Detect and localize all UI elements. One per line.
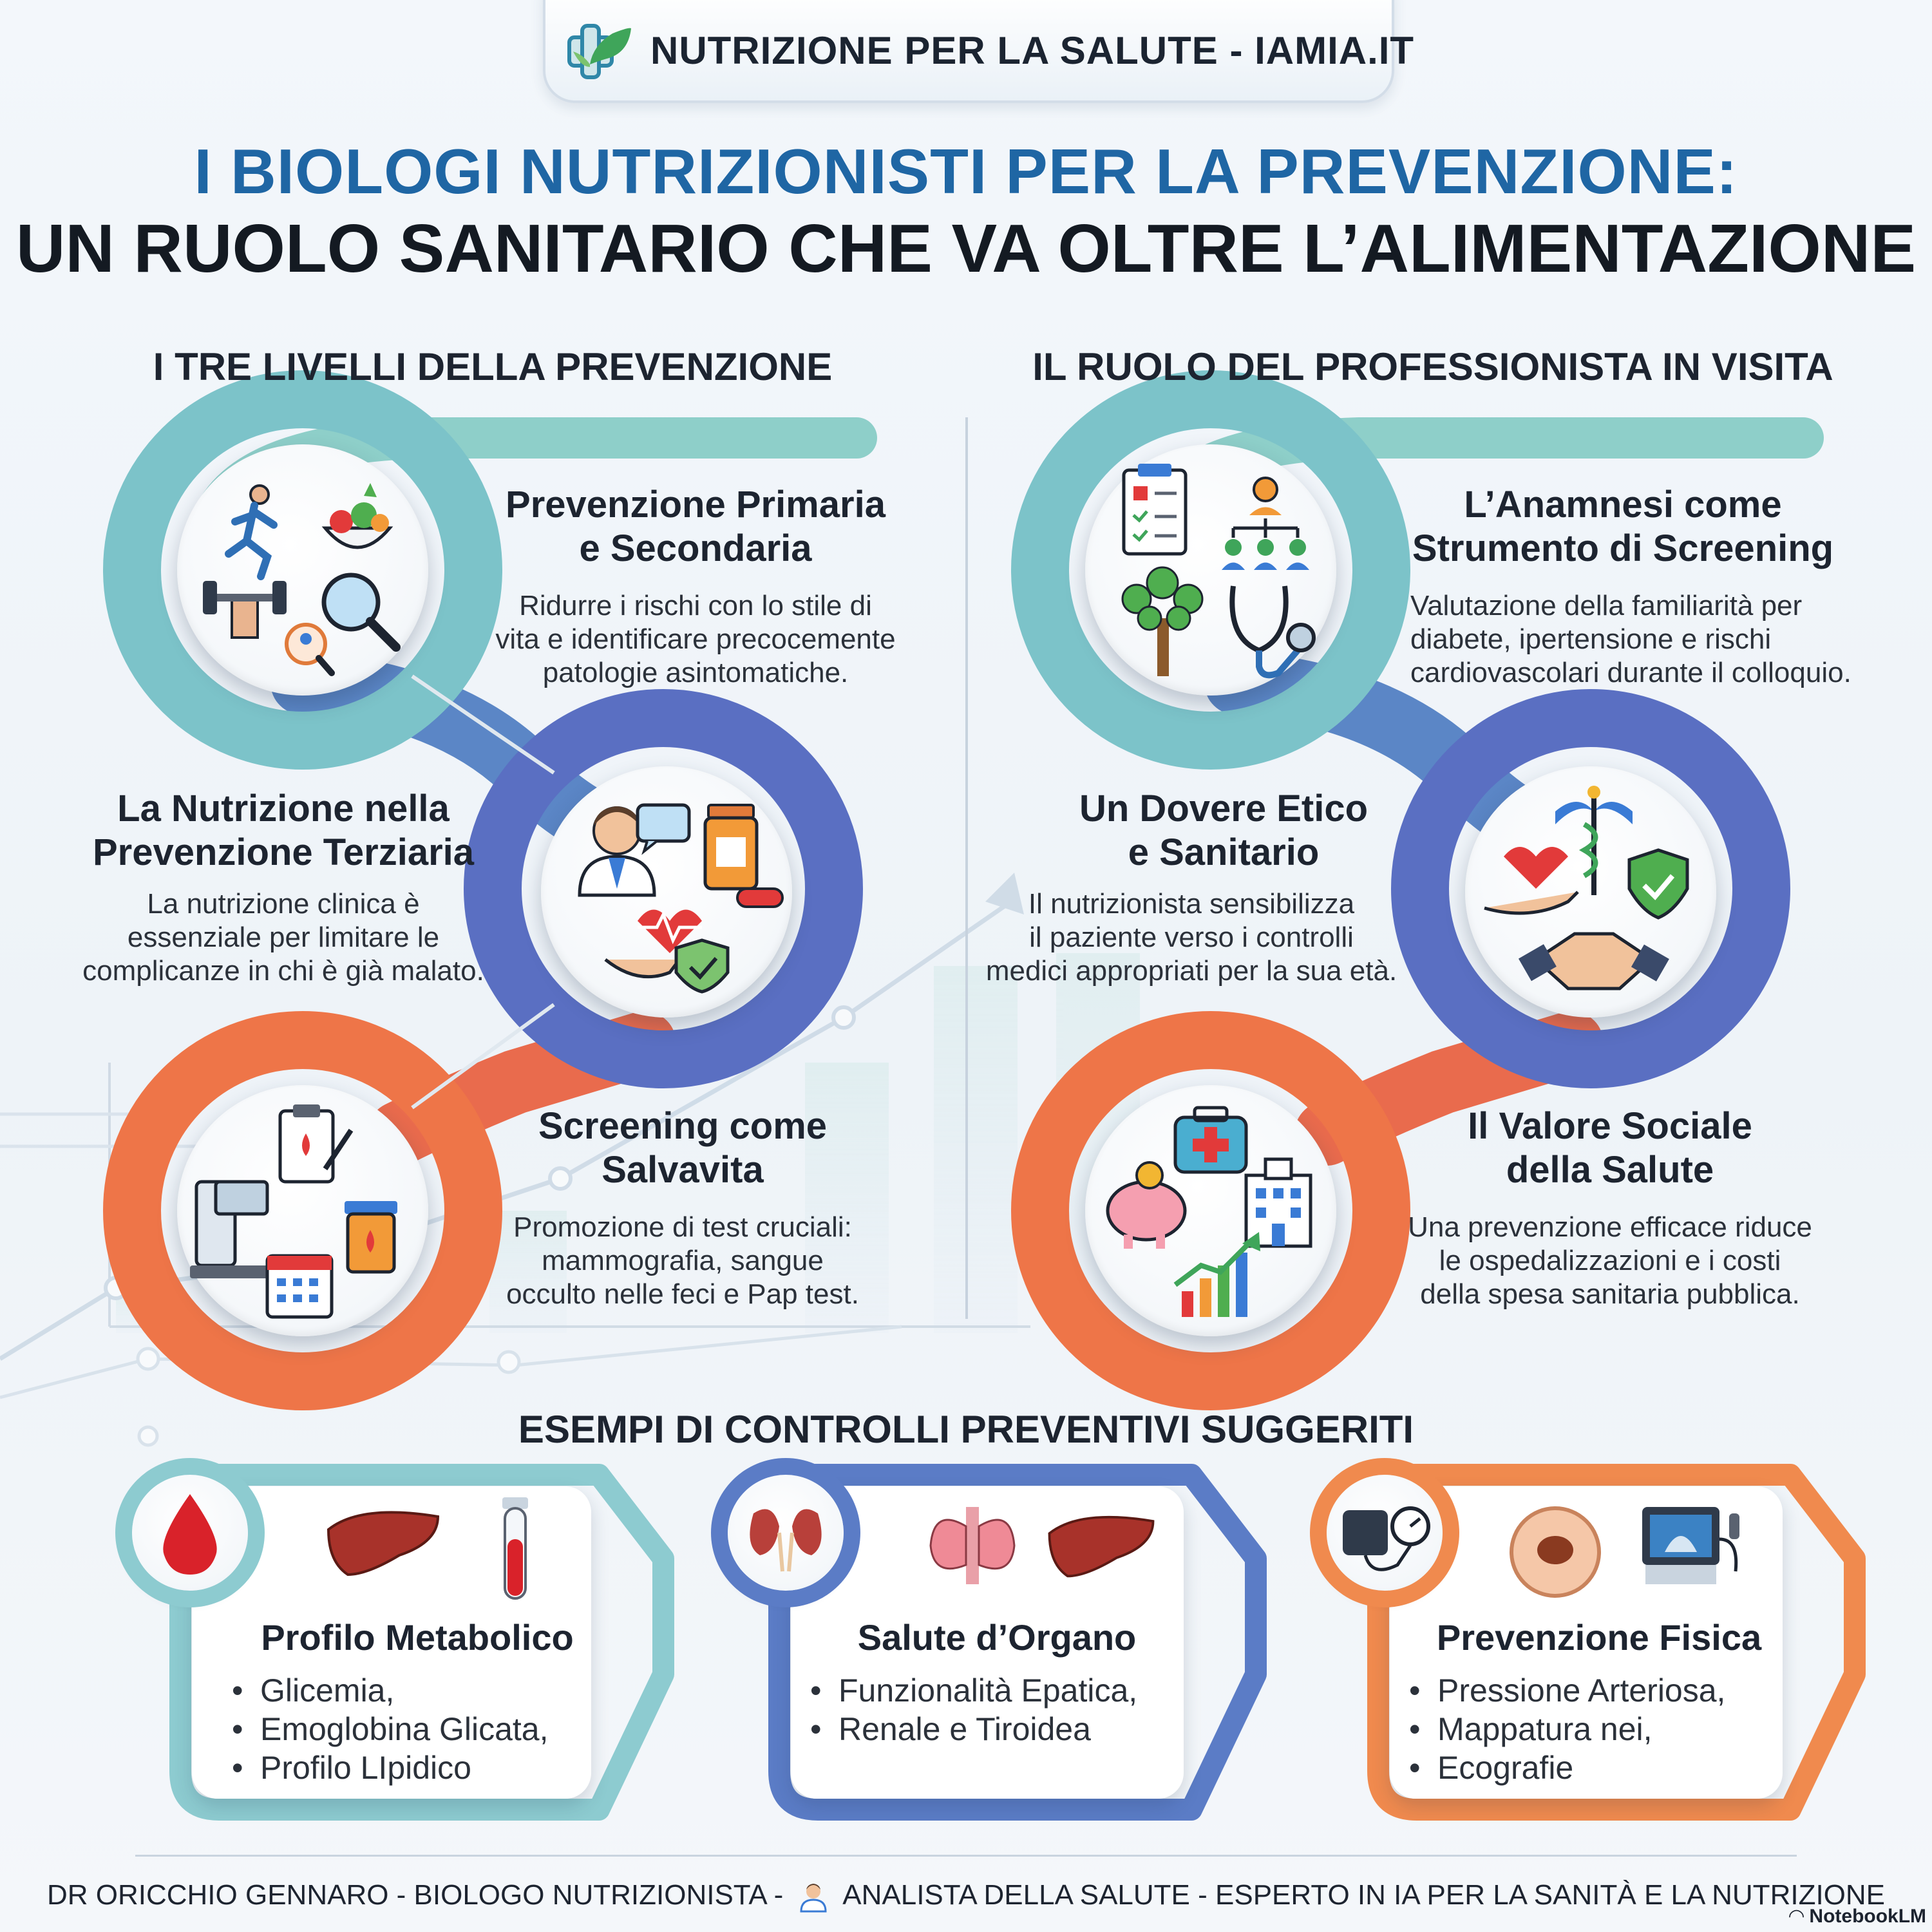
title-line: Salvavita [601,1149,764,1191]
title-line: della Salute [1506,1149,1714,1191]
title-line: L’Anamnesi come [1464,484,1782,526]
liver-icon [1043,1507,1159,1584]
thyroid-icon [921,1501,1024,1591]
notebooklm-icon: ◠ [1789,1906,1810,1927]
list-item: • Mappatura nei, [1409,1710,1725,1748]
kidneys-icon [728,1475,844,1591]
blood-drop-medallion [132,1475,248,1591]
title-line: Il Valore Sociale [1468,1105,1752,1147]
checks-heading: ESEMPI DI CONTROLLI PREVENTIVI SUGGERITI [518,1408,1414,1451]
title-line: Prevenzione Terziaria [92,831,475,873]
title-line: e Secondaria [579,527,812,569]
footer-right-text: ANALISTA DELLA SALUTE - ESPERTO IN IA PER LA SANITÀ E LA NUTRIZIONE [842,1879,1886,1911]
text-line: diabete, ipertensione e rischi [1410,623,1772,655]
notebooklm-label: NotebookLM [1809,1906,1927,1927]
footer-left-text: DR ORICCHIO GENNARO - BIOLOGO NUTRIZIONISTA - [46,1879,784,1911]
title-line: Strumento di Screening [1412,527,1834,569]
text-line: il paziente verso i controlli [1029,922,1354,953]
title-line: Prevenzione Primaria [506,484,886,526]
blood-pressure-icon [1327,1475,1443,1591]
list-item: • Profilo LIpidico [232,1748,548,1787]
text-line: La nutrizione clinica è [147,888,420,920]
right-section-heading: IL RUOLO DEL PROFESSIONISTA IN VISITA [1032,345,1833,388]
physical-card-title: Prevenzione Fisica [1436,1617,1762,1658]
text-line: Il nutrizionista sensibilizza [1028,888,1355,920]
blood-drop-icon [132,1475,248,1591]
physical-card-list [1409,1671,1725,1787]
list-item: • Funzionalità Epatica, [810,1671,1137,1710]
text-line: patologie asintomatiche. [542,657,849,688]
doctor-avatar-icon [797,1880,829,1913]
footer-credits [0,1879,1932,1913]
brand-name: NUTRIZIONE PER LA SALUTE - IAMIA.IT [650,29,1415,72]
main-title-line1: I BIOLOGI NUTRIZIONISTI PER LA PREVENZIONE: [194,136,1738,207]
text-line: Valutazione della familiarità per [1410,590,1803,621]
text-line: Promozione di test cruciali: [513,1211,852,1243]
text-line: le ospedalizzazioni e i costi [1439,1245,1781,1276]
metabolic-card-list [232,1671,548,1787]
footer-divider [135,1855,1797,1857]
left-section-heading: I TRE LIVELLI DELLA PREVENZIONE [153,345,833,388]
ultrasound-icon [1636,1501,1745,1597]
text-line: essenziale per limitare le [127,922,440,953]
title-line: Screening come [538,1105,828,1147]
text-line: mammografia, sangue [542,1245,824,1276]
text-line: occulto nelle feci e Pap test. [506,1278,859,1310]
organ-card-list [810,1671,1137,1748]
text-line: Una prevenzione efficace riduce [1408,1211,1812,1243]
notebooklm-badge [1789,1905,1926,1927]
skin-mole-icon [1507,1504,1604,1600]
list-item: • Ecografie [1409,1748,1725,1787]
liver-icon [322,1504,444,1581]
blood-pressure-medallion [1327,1475,1443,1591]
text-line: medici appropriati per la sua età. [985,955,1397,987]
text-line: Ridurre i rischi con lo stile di [519,590,872,621]
text-line: della spesa sanitaria pubblica. [1420,1278,1800,1310]
title-line: Un Dovere Etico [1079,788,1368,829]
organ-card-title: Salute d’Organo [857,1617,1137,1658]
list-item: • Renale e Tiroidea [810,1710,1137,1748]
list-item: • Emoglobina Glicata, [232,1710,548,1748]
main-title-line2: UN RUOLO SANITARIO CHE VA OLTRE L’ALIMENTAZIONE [15,211,1917,287]
title-line: e Sanitario [1128,831,1320,873]
text-line: vita e identificare precocemente [495,623,896,655]
text-line: complicanze in chi è già malato. [82,955,484,987]
title-line: La Nutrizione nella [117,788,450,829]
text-line: cardiovascolari durante il colloquio. [1410,657,1852,688]
kidneys-medallion [728,1475,844,1591]
blood-tube-icon [496,1494,535,1604]
list-item: • Pressione Arteriosa, [1409,1671,1725,1710]
metabolic-card-title: Profilo Metabolico [261,1617,574,1658]
list-item: • Glicemia, [232,1671,548,1710]
